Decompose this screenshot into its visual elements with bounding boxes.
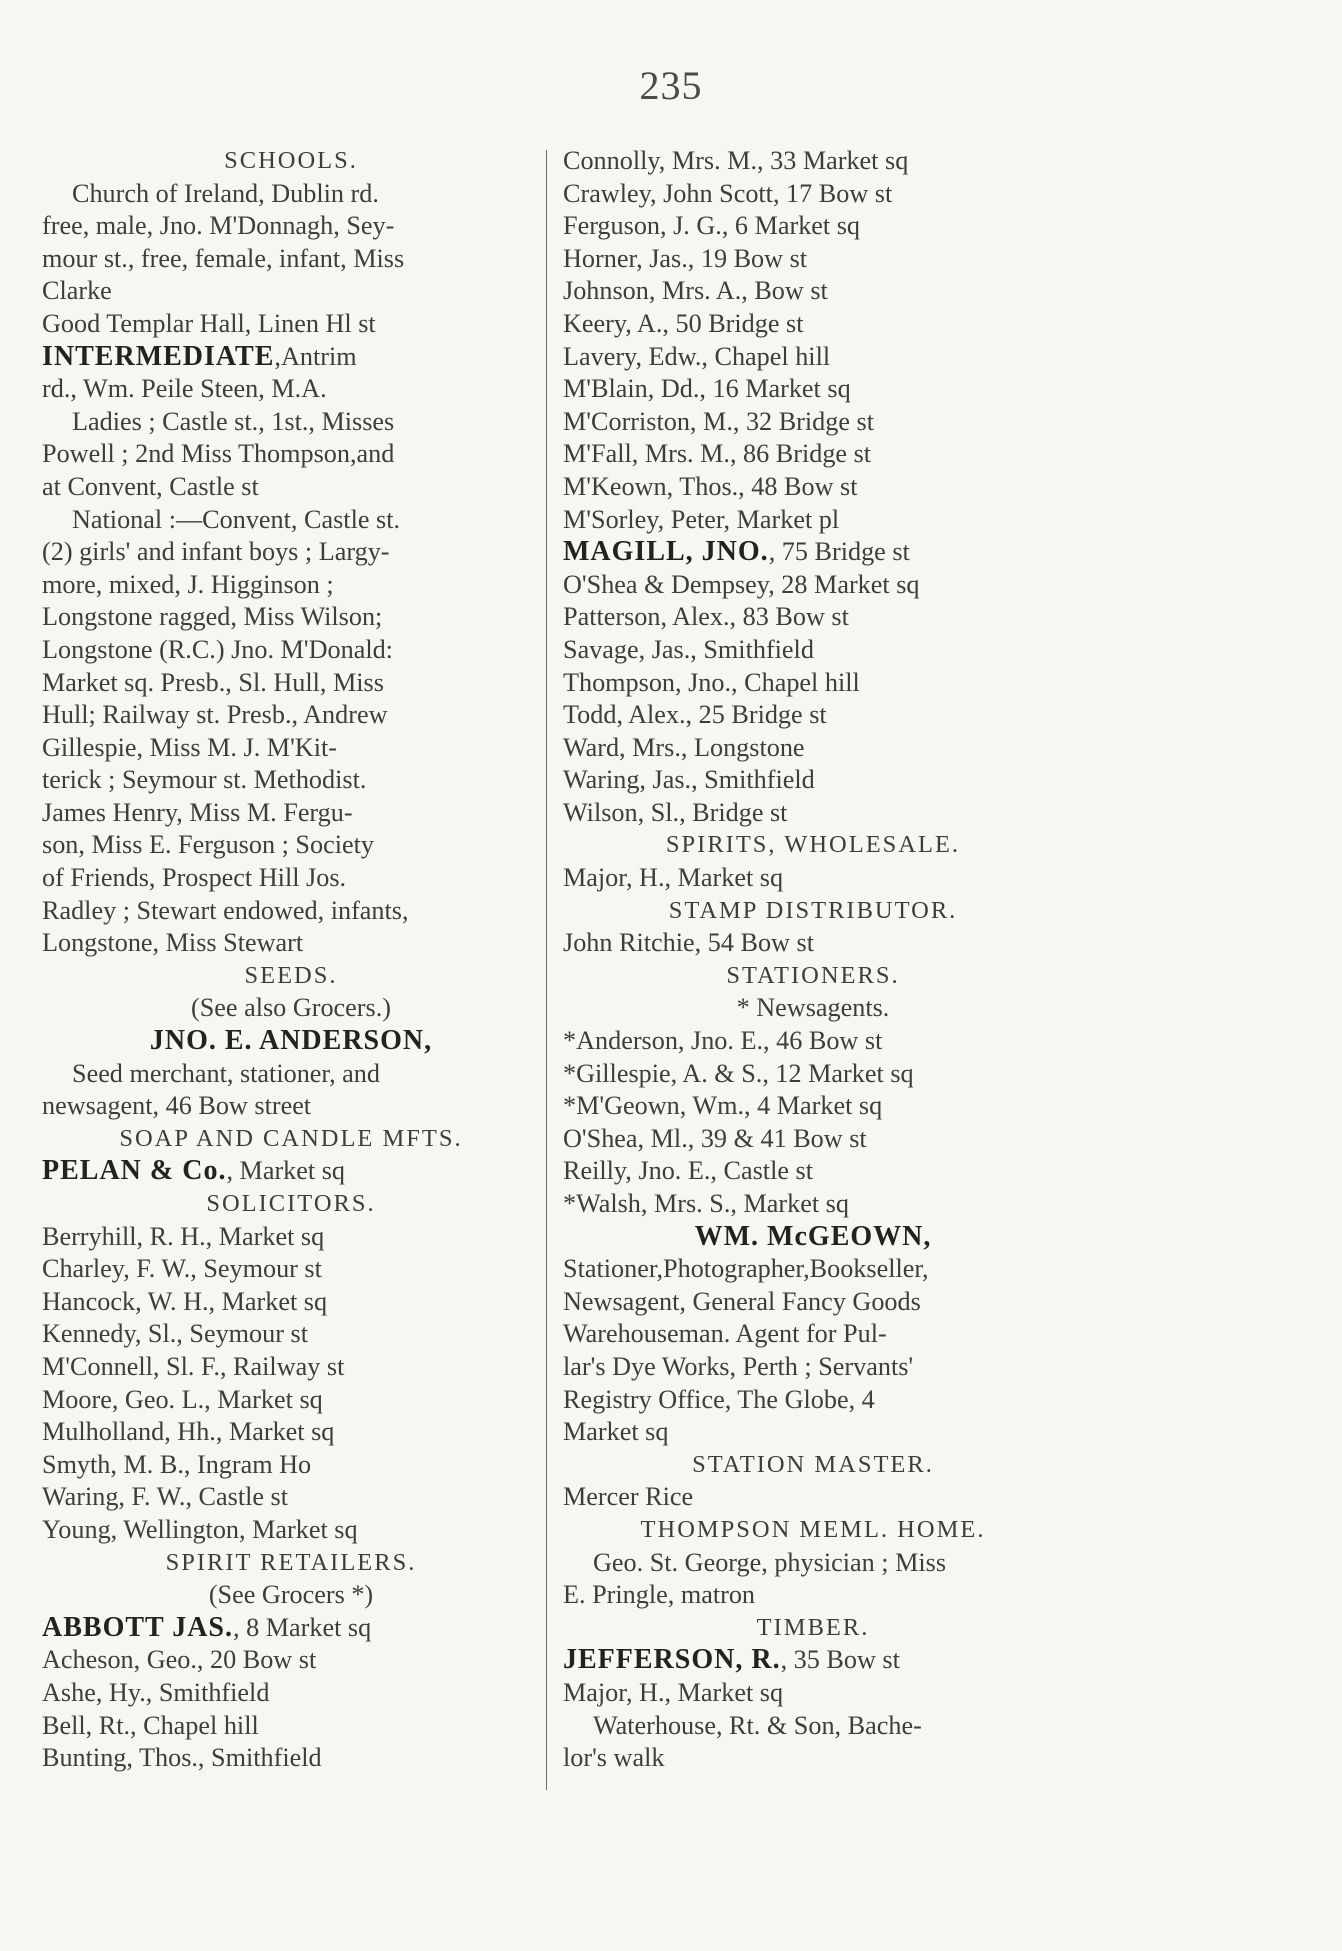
left-entry: newsagent, 46 Bow street: [42, 1091, 312, 1121]
left-entry: son, Miss E. Ferguson ; Society: [42, 830, 374, 860]
advertiser-address: , 8 Market sq: [233, 1612, 372, 1642]
right-entry: Waterhouse, Rt. & Son, Bache-: [593, 1710, 922, 1740]
right-entry: John Ritchie, 54 Bow st: [563, 928, 814, 958]
right-advertiser-name: WM. McGEOWN,: [694, 1220, 932, 1252]
left-section-heading: SCHOOLS.: [224, 147, 358, 174]
right-section-heading: SPIRITS, WHOLESALE.: [665, 831, 961, 859]
left-section-heading: SOLICITORS.: [206, 1190, 376, 1217]
right-section-heading: THOMPSON MEML. HOME.: [640, 1515, 986, 1543]
right-entry: O'Shea, Ml., 39 & 41 Bow st: [563, 1123, 867, 1153]
right-entry: M'Sorley, Peter, Market pl: [563, 504, 840, 534]
left-entry: Bell, Rt., Chapel hill: [42, 1710, 259, 1740]
left-entry: (2) girls' and infant boys ; Largy-: [42, 537, 390, 567]
right-entry: Market sq: [563, 1417, 669, 1447]
right-entry: Thompson, Jno., Chapel hill: [563, 667, 860, 697]
left-entry: free, male, Jno. M'Donnagh, Sey-: [42, 211, 395, 241]
left-entry: Powell ; 2nd Miss Thompson,and: [42, 439, 395, 469]
right-entry: Lavery, Edw., Chapel hill: [563, 341, 831, 371]
right-entry: *Anderson, Jno. E., 46 Bow st: [563, 1026, 883, 1056]
left-entry: Church of Ireland, Dublin rd.: [72, 178, 379, 208]
right-entry: Todd, Alex., 25 Bridge st: [563, 700, 827, 730]
right-entry: M'Corriston, M., 32 Bridge st: [563, 406, 874, 436]
left-entry: of Friends, Prospect Hill Jos.: [42, 863, 347, 893]
right-entry: Savage, Jas., Smithfield: [563, 634, 814, 664]
left-section-heading: SEEDS.: [244, 961, 338, 989]
right-entry: Patterson, Alex., 83 Bow st: [563, 602, 849, 632]
right-entry: Johnson, Mrs. A., Bow st: [563, 276, 828, 306]
right-entry: O'Shea & Dempsey, 28 Market sq: [563, 569, 920, 599]
right-entry: Newsagent, General Fancy Goods: [563, 1286, 921, 1316]
right-entry: Stationer,Photographer,Bookseller,: [563, 1254, 929, 1284]
left-entry: Longstone (R.C.) Jno. M'Donald:: [42, 634, 393, 664]
left-entry: National :—Convent, Castle st.: [72, 504, 401, 534]
right-section-heading: TIMBER.: [756, 1613, 870, 1641]
left-note: (See also Grocers.): [191, 993, 391, 1023]
advertiser-address: , Market sq: [226, 1156, 346, 1186]
right-entry: Connolly, Mrs. M., 33 Market sq: [563, 146, 909, 175]
left-entry: Bunting, Thos., Smithfield: [42, 1743, 322, 1773]
right-entry: lar's Dye Works, Perth ; Servants': [563, 1351, 914, 1381]
right-entry: [563, 1644, 1063, 1677]
right-entry: Geo. St. George, physician ; Miss: [593, 1547, 947, 1577]
right-entry: M'Fall, Mrs. M., 86 Bridge st: [563, 439, 872, 469]
right-entry: Horner, Jas., 19 Bow st: [563, 243, 808, 273]
left-entry: Seed merchant, stationer, and: [72, 1058, 380, 1088]
right-entry: Registry Office, The Globe, 4: [563, 1384, 875, 1414]
right-entry: Major, H., Market sq: [563, 863, 784, 893]
left-entry: M'Connell, Sl. F., Railway st: [42, 1351, 345, 1381]
left-entry: terick ; Seymour st. Methodist.: [42, 765, 367, 795]
right-entry: E. Pringle, matron: [563, 1580, 756, 1610]
left-entry: Clarke: [42, 276, 112, 306]
right-note: * Newsagents.: [736, 993, 890, 1023]
right-entry: Ferguson, J. G., 6 Market sq: [563, 211, 861, 241]
left-advertiser-name: JNO. E. ANDERSON,: [149, 1025, 433, 1057]
right-entry: Waring, Jas., Smithfield: [563, 765, 815, 795]
advertiser-name: ABBOTT JAS.: [42, 1611, 233, 1643]
left-entry: Acheson, Geo., 20 Bow st: [42, 1645, 317, 1675]
left-entry: rd., Wm. Peile Steen, M.A.: [42, 374, 327, 404]
advertiser-address: ,Antrim: [274, 341, 357, 371]
page-number: 235: [639, 63, 703, 108]
right-section-heading: STATION MASTER.: [692, 1450, 934, 1478]
left-column: [42, 145, 540, 1775]
right-entry: Mercer Rice: [563, 1482, 694, 1512]
left-entry: Radley ; Stewart endowed, infants,: [42, 895, 409, 925]
right-entry: M'Blain, Dd., 16 Market sq: [563, 374, 851, 404]
right-entry: Keery, A., 50 Bridge st: [563, 308, 804, 338]
left-entry: Longstone ragged, Miss Wilson;: [42, 602, 383, 632]
left-entry: Waring, F. W., Castle st: [42, 1482, 289, 1512]
right-entry: Reilly, Jno. E., Castle st: [563, 1156, 813, 1186]
left-entry: Hull; Railway st. Presb., Andrew: [42, 700, 388, 730]
left-entry: Berryhill, R. H., Market sq: [42, 1221, 325, 1251]
left-note: (See Grocers *): [208, 1580, 374, 1610]
left-entry: James Henry, Miss M. Fergu-: [42, 797, 353, 827]
left-entry: Charley, F. W., Seymour st: [42, 1254, 322, 1284]
right-entry: Major, H., Market sq: [563, 1677, 784, 1707]
right-entry: Ward, Mrs., Longstone: [563, 732, 805, 762]
left-entry: Hancock, W. H., Market sq: [42, 1286, 328, 1316]
left-entry: Young, Wellington, Market sq: [42, 1514, 358, 1544]
right-entry: *Gillespie, A. & S., 12 Market sq: [563, 1058, 914, 1088]
left-entry: Smyth, M. B., Ingram Ho: [42, 1449, 312, 1479]
left-entry: Good Templar Hall, Linen Hl st: [42, 308, 376, 338]
advertiser-address: , 75 Bridge st: [768, 537, 910, 567]
right-column: [563, 145, 1063, 1775]
right-entry: lor's walk: [563, 1743, 665, 1773]
right-section-heading: STATIONERS.: [726, 961, 900, 989]
column-divider: [546, 150, 547, 1790]
advertiser-name: MAGILL, JNO.: [563, 536, 769, 568]
left-entry: mour st., free, female, infant, Miss: [42, 243, 405, 273]
left-entry: [42, 1155, 540, 1188]
left-entry: Mulholland, Hh., Market sq: [42, 1417, 335, 1447]
left-entry: [42, 341, 540, 374]
advertiser-name: INTERMEDIATE: [42, 340, 275, 372]
right-entry: M'Keown, Thos., 48 Bow st: [563, 471, 858, 501]
left-entry: Kennedy, Sl., Seymour st: [42, 1319, 308, 1349]
left-section-heading: SOAP AND CANDLE MFTS.: [119, 1124, 463, 1152]
left-entry: more, mixed, J. Higginson ;: [42, 569, 334, 599]
left-entry: [42, 1612, 540, 1645]
right-entry: *M'Geown, Wm., 4 Market sq: [563, 1091, 883, 1121]
right-entry: Crawley, John Scott, 17 Bow st: [563, 178, 893, 208]
left-entry: Longstone, Miss Stewart: [42, 928, 304, 958]
left-entry: Gillespie, Miss M. J. M'Kit-: [42, 732, 337, 762]
right-entry: *Walsh, Mrs. S., Market sq: [563, 1189, 849, 1218]
right-entry: Wilson, Sl., Bridge st: [563, 797, 788, 827]
right-section-heading: STAMP DISTRIBUTOR.: [668, 896, 958, 924]
left-entry: at Convent, Castle st: [42, 471, 259, 501]
right-entry: [563, 536, 1063, 569]
advertiser-address: , 35 Bow st: [780, 1645, 900, 1675]
left-entry: Ladies ; Castle st., 1st., Misses: [72, 406, 395, 436]
left-entry: Moore, Geo. L., Market sq: [42, 1384, 323, 1414]
advertiser-name: PELAN & Co.: [42, 1155, 227, 1187]
left-entry: Market sq. Presb., Sl. Hull, Miss: [42, 667, 384, 697]
left-entry: Ashe, Hy., Smithfield: [42, 1677, 270, 1707]
right-entry: Warehouseman. Agent for Pul-: [563, 1319, 887, 1349]
left-section-heading: SPIRIT RETAILERS.: [165, 1548, 417, 1576]
advertiser-name: JEFFERSON, R.: [563, 1644, 781, 1676]
